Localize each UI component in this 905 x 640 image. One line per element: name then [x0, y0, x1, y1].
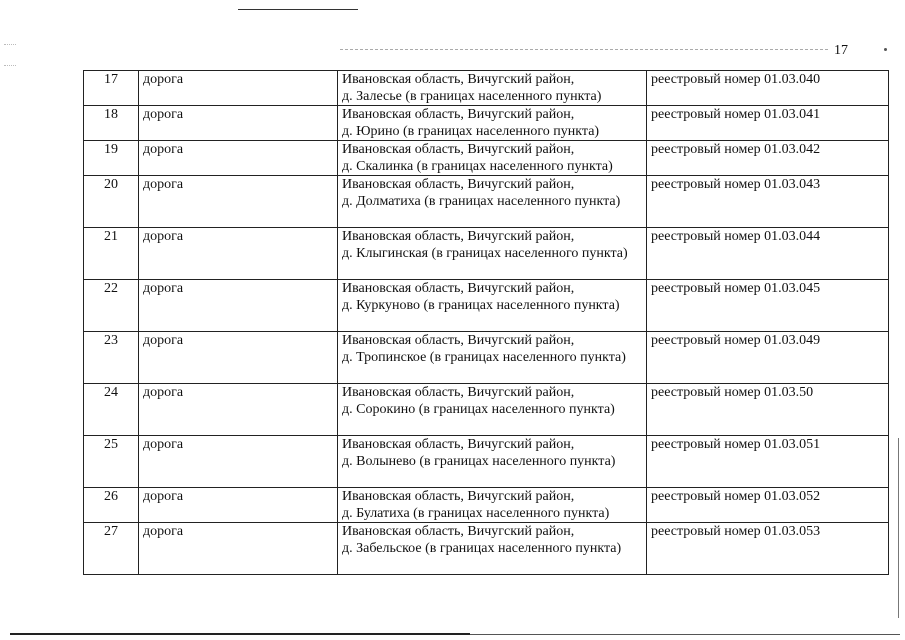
- row-number: 26: [84, 488, 139, 523]
- address-line: д. Скалинка (в границах населенного пункта): [342, 159, 613, 174]
- table-row: [84, 176, 889, 228]
- object-address: [338, 436, 647, 488]
- address-line: Ивановская область, Вичугский район,: [342, 177, 575, 192]
- scan-artifact-edge: [898, 438, 899, 618]
- table-row: [84, 384, 889, 436]
- table-row: [84, 280, 889, 332]
- table-row: [84, 523, 889, 575]
- table-row: [84, 228, 889, 280]
- top-rule: [238, 9, 358, 10]
- address-line: Ивановская область, Вичугский район,: [342, 524, 575, 539]
- object-type: дорога: [139, 176, 338, 228]
- bottom-rule-thin: [470, 634, 900, 635]
- object-address: [338, 228, 647, 280]
- object-type: дорога: [139, 436, 338, 488]
- registry-number: реестровый номер 01.03.50: [647, 384, 889, 436]
- address-line: д. Тропинское (в границах населенного пункта): [342, 350, 626, 365]
- address-line: д. Сорокино (в границах населенного пункта): [342, 402, 615, 417]
- scan-artifact-dot: [884, 48, 887, 51]
- row-number: 23: [84, 332, 139, 384]
- table-row: [84, 332, 889, 384]
- row-number: 18: [84, 106, 139, 141]
- object-address: [338, 106, 647, 141]
- scan-artifact-line: [340, 49, 828, 50]
- address-line: Ивановская область, Вичугский район,: [342, 489, 575, 504]
- roads-registry-table: [83, 70, 889, 575]
- object-type: дорога: [139, 71, 338, 106]
- address-line: Ивановская область, Вичугский район,: [342, 142, 575, 157]
- table-row: [84, 141, 889, 176]
- object-type: дорога: [139, 141, 338, 176]
- table-row: [84, 436, 889, 488]
- row-number: 22: [84, 280, 139, 332]
- object-type: дорога: [139, 280, 338, 332]
- object-type: дорога: [139, 523, 338, 575]
- row-number: 19: [84, 141, 139, 176]
- row-number: 24: [84, 384, 139, 436]
- registry-number: реестровый номер 01.03.040: [647, 71, 889, 106]
- object-address: [338, 523, 647, 575]
- registry-number: реестровый номер 01.03.051: [647, 436, 889, 488]
- row-number: 20: [84, 176, 139, 228]
- object-type: дорога: [139, 332, 338, 384]
- address-line: Ивановская область, Вичугский район,: [342, 385, 575, 400]
- page-number: 17: [834, 43, 848, 58]
- address-line: д. Булатиха (в границах населенного пункта): [342, 506, 610, 521]
- table-row: [84, 71, 889, 106]
- address-line: д. Волынево (в границах населенного пункта): [342, 454, 616, 469]
- row-number: 25: [84, 436, 139, 488]
- row-number: 17: [84, 71, 139, 106]
- object-address: [338, 141, 647, 176]
- address-line: д. Юрино (в границах населенного пункта): [342, 124, 600, 139]
- object-address: [338, 71, 647, 106]
- object-type: дорога: [139, 488, 338, 523]
- row-number: 27: [84, 523, 139, 575]
- address-line: д. Забельское (в границах населенного пункта): [342, 541, 622, 556]
- address-line: Ивановская область, Вичугский район,: [342, 229, 575, 244]
- registry-number: реестровый номер 01.03.052: [647, 488, 889, 523]
- object-type: дорога: [139, 106, 338, 141]
- address-line: д. Клыгинская (в границах населенного пункта): [342, 246, 628, 261]
- scan-artifact-marks: [4, 44, 16, 66]
- registry-number: реестровый номер 01.03.044: [647, 228, 889, 280]
- registry-number: реестровый номер 01.03.053: [647, 523, 889, 575]
- registry-number: реестровый номер 01.03.041: [647, 106, 889, 141]
- object-type: дорога: [139, 384, 338, 436]
- table-row: [84, 106, 889, 141]
- address-line: Ивановская область, Вичугский район,: [342, 333, 575, 348]
- table-row: [84, 488, 889, 523]
- object-address: [338, 488, 647, 523]
- object-address: [338, 280, 647, 332]
- registry-number: реестровый номер 01.03.042: [647, 141, 889, 176]
- address-line: д. Долматиха (в границах населенного пункта): [342, 194, 621, 209]
- address-line: д. Залесье (в границах населенного пункта): [342, 89, 602, 104]
- registry-number: реестровый номер 01.03.043: [647, 176, 889, 228]
- bottom-rule: [10, 633, 470, 635]
- address-line: д. Куркуново (в границах населенного пункта): [342, 298, 620, 313]
- registry-number: реестровый номер 01.03.049: [647, 332, 889, 384]
- object-address: [338, 384, 647, 436]
- object-address: [338, 332, 647, 384]
- address-line: Ивановская область, Вичугский район,: [342, 107, 575, 122]
- address-line: Ивановская область, Вичугский район,: [342, 281, 575, 296]
- row-number: 21: [84, 228, 139, 280]
- address-line: Ивановская область, Вичугский район,: [342, 72, 575, 87]
- registry-number: реестровый номер 01.03.045: [647, 280, 889, 332]
- address-line: Ивановская область, Вичугский район,: [342, 437, 575, 452]
- object-type: дорога: [139, 228, 338, 280]
- object-address: [338, 176, 647, 228]
